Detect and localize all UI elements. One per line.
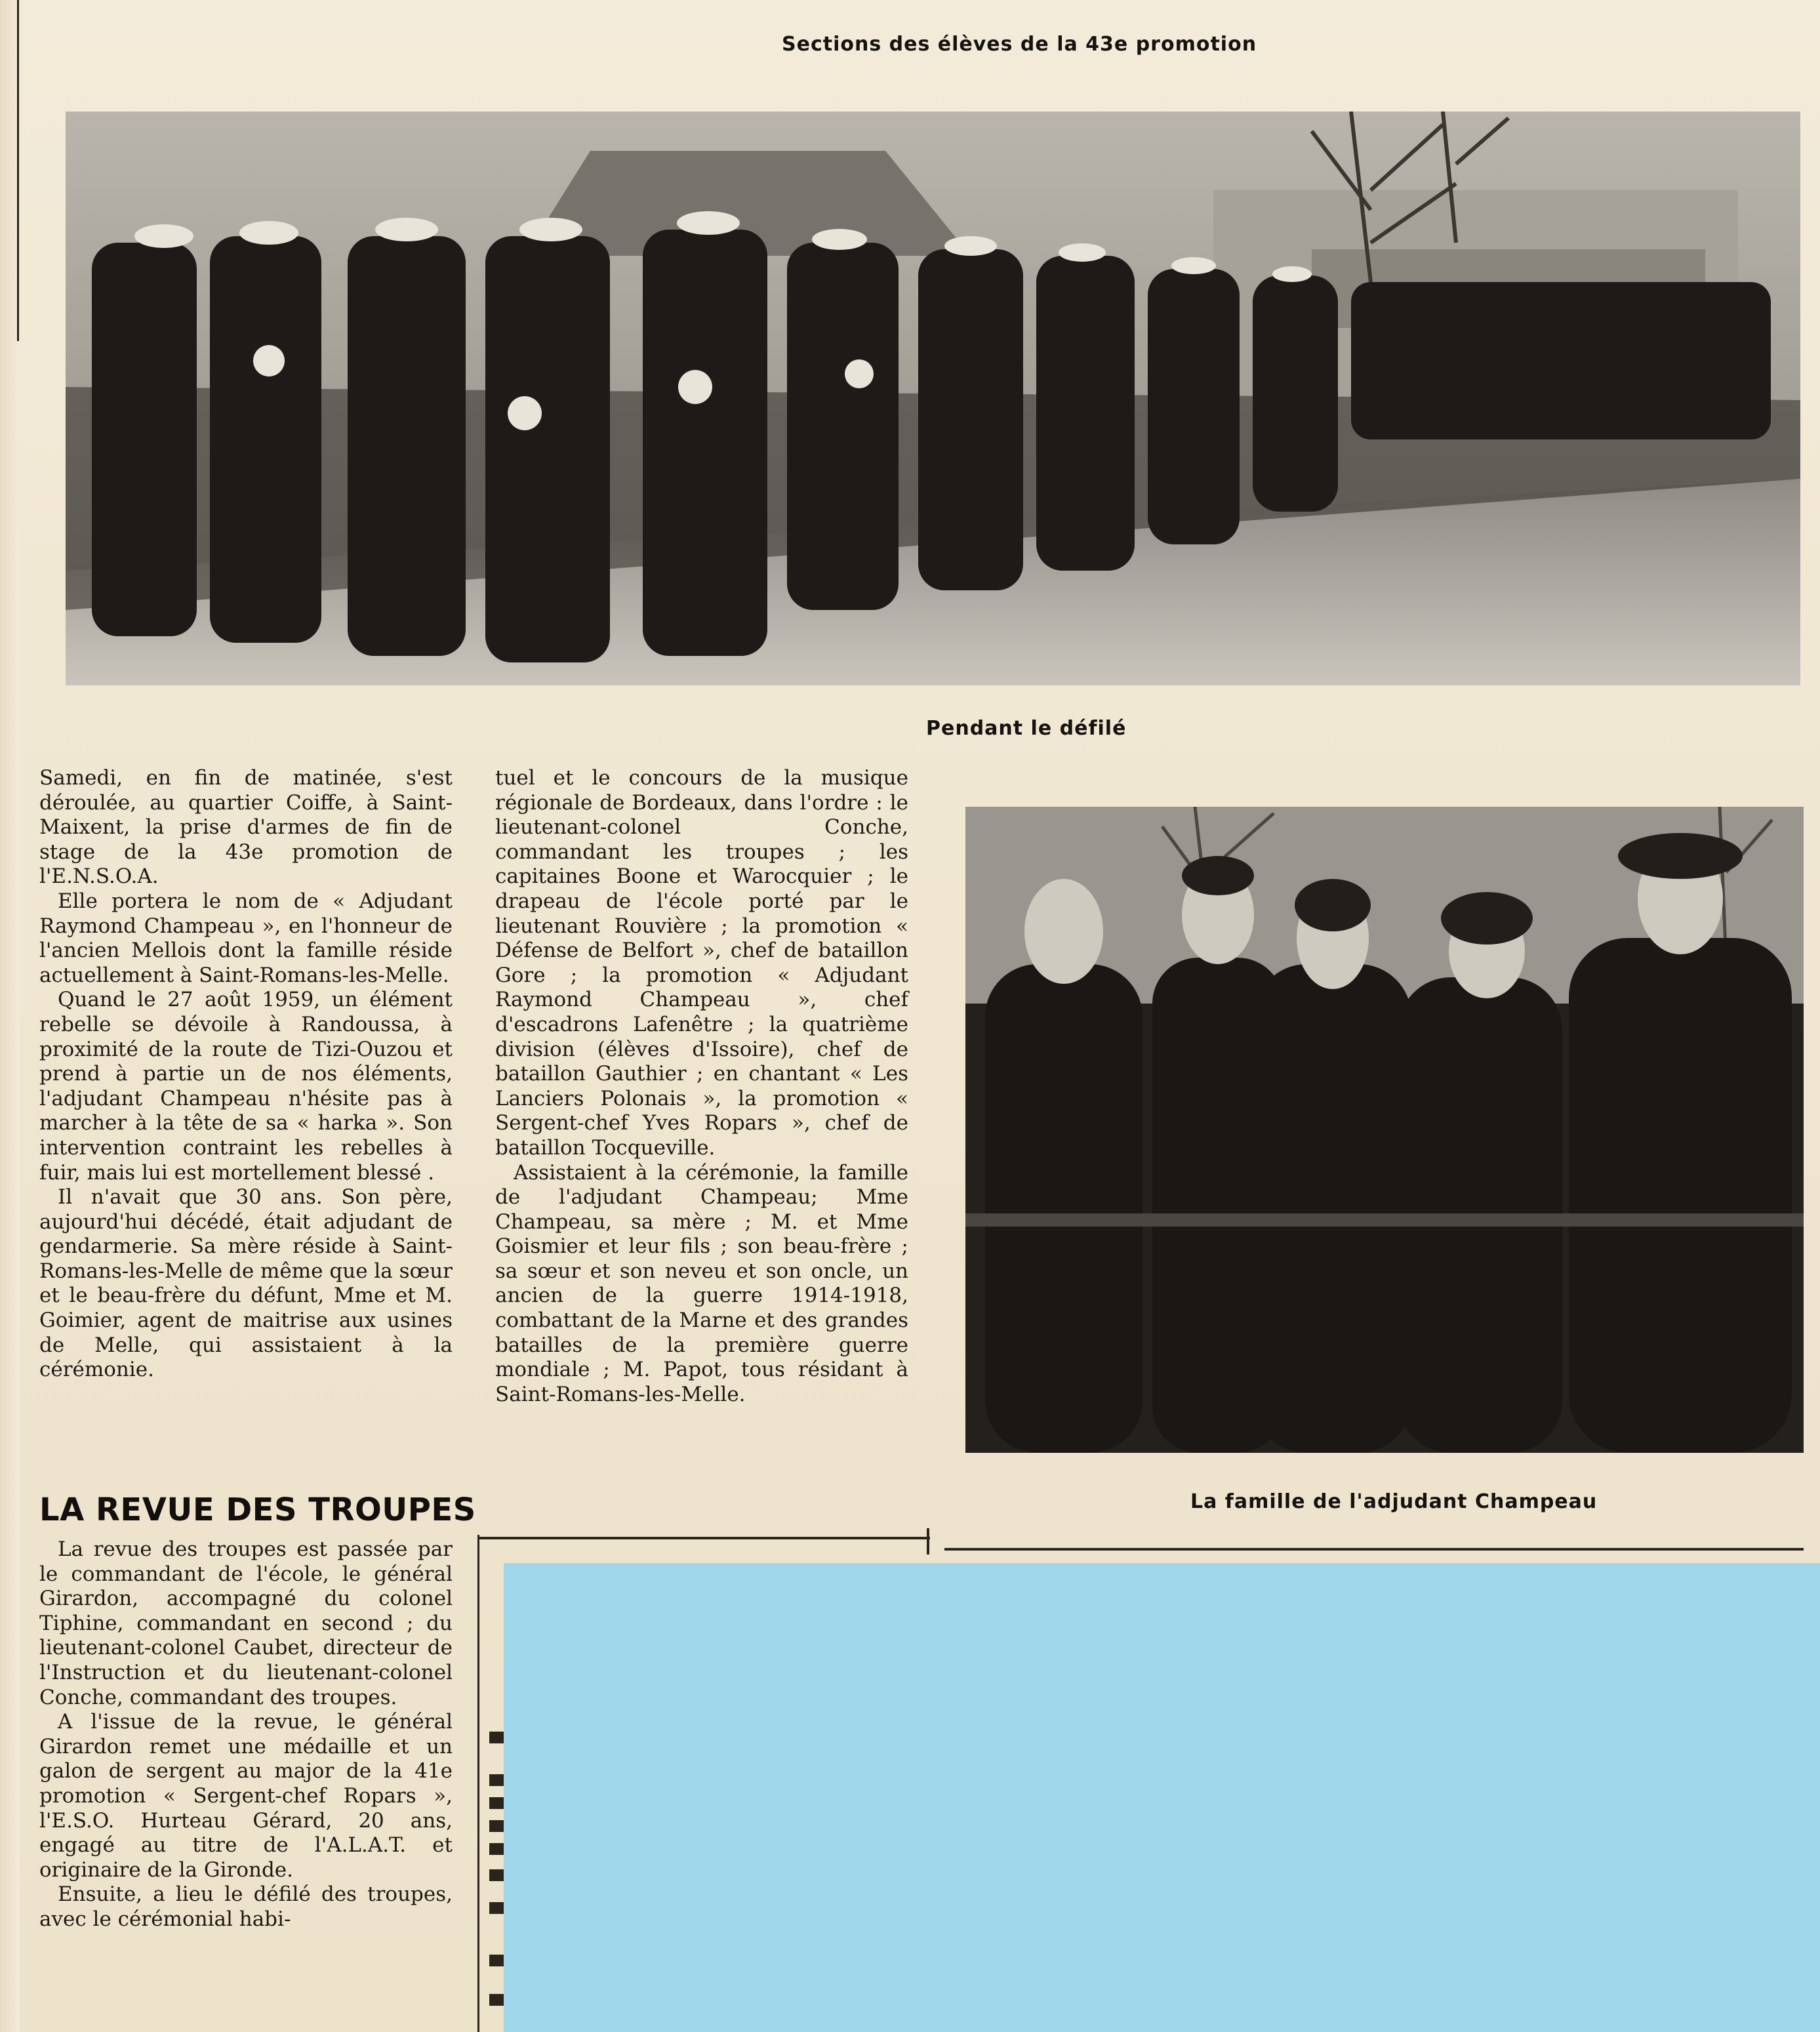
parade-caption: Pendant le défilé <box>926 717 1127 740</box>
column-tick <box>927 1528 929 1554</box>
article-paragraph: Il n'avait que 30 ans. Son père, aujourd'hui décédé, était adjudant de gendarmerie. Sa mère réside à Saint-Romans-les-Melle de même que la sœur et le beau-frère du défunt, Mme et M. Goimier, agent de maitrise aux usines de Melle, qui assistaient à la cérémonie. <box>39 1185 453 1382</box>
top-photo-caption: Sections des élèves de la 43e promotion <box>782 33 1257 56</box>
column-rule-short <box>477 1537 930 1539</box>
article-paragraph: Quand le 27 août 1959, un élément rebelle se dévoile à Randoussa, à proximité de la route de Tizi-Ouzou et prend à partie un de nos éléments, l'adjudant Champeau n'hésite pas à marcher à la tête de sa « harka ». Son intervention contraint les rebelles à fuir, mais lui est mortellement blessé . <box>39 988 453 1185</box>
article-paragraph: Assistaient à la cérémonie, la famille de l'adjudant Champeau; Mme Champeau, sa mère ; M. et Mme Goismier et leur fils ; son beau-frère ; sa sœur et son neveu et son oncle, un ancien de la guerre 1914-1918, combattant de la Marne et des grandes batailles de la première guerre mondiale ; M. Papot, tous résidant à Saint-Romans-les-Melle. <box>495 1160 908 1406</box>
parade-photo <box>66 112 1800 685</box>
family-caption: La famille de l'adjudant Champeau <box>1190 1490 1598 1513</box>
parade-photo-image <box>66 112 1800 685</box>
article-paragraph: Ensuite, a lieu le défilé des troupes, avec le cérémonial habi- <box>39 1882 453 1931</box>
column-rule <box>477 1535 479 2032</box>
article-paragraph: A l'issue de la revue, le général Girardon remet une médaille et un galon de sergent au major de la 41e promotion « Sergent-chef Ropars », l'E.S.O. Hurteau Gérard, 20 ans, engagé au titre de l'A.L.A.T. et originaire de la Gironde. <box>39 1710 453 1882</box>
redaction-box <box>504 1563 1820 2032</box>
article-paragraph: Samedi, en fin de matinée, s'est déroulée, au quartier Coiffe, à Saint-Maixent, la prise d'armes de fin de stage de la 43e promotion de l'E.N.S.O.A. <box>39 766 453 889</box>
article-paragraph: Elle portera le nom de « Adjudant Raymond Champeau », en l'honneur de l'ancien Mellois dont la famille réside actuellement à Saint-Romans-les-Melle. <box>39 889 453 987</box>
section-headline: LA REVUE DES TROUPES <box>39 1492 476 1528</box>
family-photo-image <box>965 807 1804 1453</box>
column-rule-left <box>17 0 19 341</box>
article-paragraph: La revue des troupes est passée par le commandant de l'école, le général Girardon, accompagné du colonel Tiphine, commandant en second ; du lieutenant-colonel Caubet, directeur de l'Instruction et du lieutenant-colonel Conche, commandant des troupes. <box>39 1537 453 1709</box>
section-rule <box>944 1548 1804 1551</box>
family-photo <box>965 807 1804 1453</box>
article-column-2 <box>495 766 908 1407</box>
article-paragraph: tuel et le concours de la musique régionale de Bordeaux, dans l'ordre : le lieutenant-colonel Conche, commandant les troupes ; les capitaines Boone et Warocquier ; le drapeau de l'école porté par le lieutenant Rouvière ; la promotion « Défense de Belfort », chef de bataillon Gore ; la promotion « Adjudant Raymond Champeau », chef d'escadrons Lafenêtre ; la quatrième division (élèves d'Issoire), chef de bataillon Gauthier ; en chantant « Les Lanciers Polonais », la promotion « Sergent-chef Yves Ropars », chef de bataillon Tocqueville. <box>495 766 908 1160</box>
article-column-1-lower <box>39 1537 453 1932</box>
article-column-1 <box>39 766 453 1383</box>
